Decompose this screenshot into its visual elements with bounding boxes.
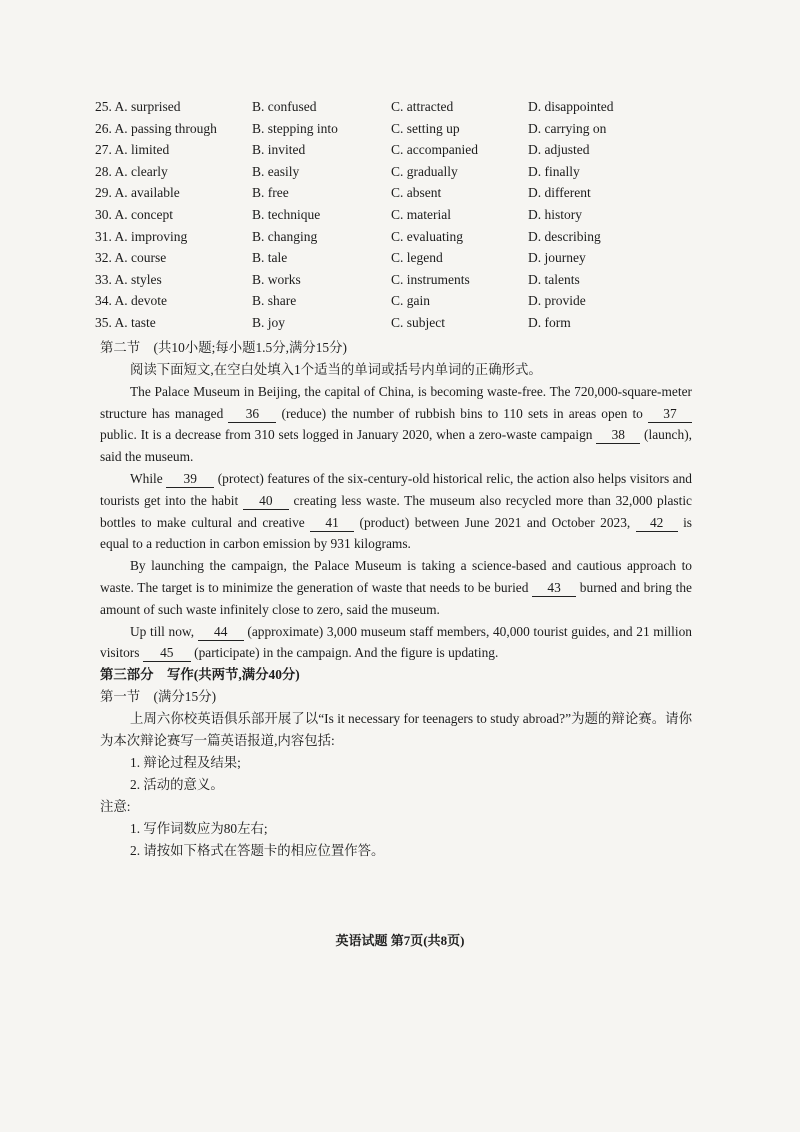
- option-choice[interactable]: B. free: [252, 185, 289, 201]
- option-choice[interactable]: C. setting up: [391, 120, 460, 136]
- note-label: 注意:: [100, 798, 131, 814]
- option-row: [95, 96, 735, 118]
- option-choice[interactable]: D. carrying on: [528, 120, 607, 136]
- option-row: [95, 290, 735, 312]
- option-row: [95, 204, 735, 226]
- option-choice[interactable]: D. provide: [528, 293, 586, 309]
- option-choice[interactable]: C. attracted: [391, 99, 454, 114]
- blank-41[interactable]: 41: [310, 515, 354, 532]
- blank-39[interactable]: 39: [166, 471, 214, 488]
- blank-36[interactable]: 36: [228, 406, 276, 423]
- option-choice[interactable]: B. changing: [252, 228, 318, 244]
- option-choice[interactable]: D. journey: [528, 250, 586, 266]
- option-choice[interactable]: C. legend: [391, 250, 443, 266]
- note-item-1: 1. 写作词数应为80左右;: [130, 820, 268, 836]
- blank-45[interactable]: 45: [143, 645, 191, 662]
- option-choice[interactable]: B. stepping into: [252, 120, 338, 136]
- part-3-section-1-heading: 第一节 (满分15分): [100, 689, 217, 705]
- page-footer: 英语试题 第7页(共8页): [335, 933, 465, 948]
- option-choice[interactable]: 25. A. surprised: [95, 99, 181, 114]
- option-choice[interactable]: B. confused: [252, 99, 317, 114]
- option-choice[interactable]: D. different: [528, 185, 591, 201]
- option-choice[interactable]: 28. A. clearly: [95, 163, 168, 179]
- option-choice[interactable]: B. invited: [252, 142, 306, 158]
- blank-43[interactable]: 43: [532, 580, 576, 597]
- blank-40[interactable]: 40: [243, 493, 289, 510]
- option-choice[interactable]: 32. A. course: [95, 250, 167, 266]
- passage-paragraph-4: Up till now, 44 (approximate) 3,000 museum staff members, 40,000 tourist guides, and 21 million visitors 45 (participate) in the campaign. And the figure is updating.: [100, 623, 692, 661]
- option-choice[interactable]: C. material: [391, 206, 451, 222]
- writing-prompt: 上周六你校英语俱乐部开展了以“Is it necessary for teenagers to study abroad?”为题的辩论赛。请你为本次辩论赛写一篇英语报道,内容包括:: [100, 711, 692, 748]
- option-choice[interactable]: C. subject: [391, 314, 445, 330]
- option-choice[interactable]: D. form: [528, 314, 571, 330]
- blank-37[interactable]: 37: [648, 406, 692, 423]
- option-choice[interactable]: D. history: [528, 206, 582, 222]
- option-row: [95, 139, 735, 161]
- option-choice[interactable]: B. works: [252, 271, 301, 287]
- option-choice[interactable]: 34. A. devote: [95, 293, 167, 309]
- writing-content-item-1: 1. 辩论过程及结果;: [130, 754, 241, 770]
- passage-paragraph-2: While 39 (protect) features of the six-century-old historical relic, the action also helps visitors and tourists get into the habit 40 creating less waste. The museum also recycled more than 32,000 plastic bottles to make cultural and creative 41 (product) between June 2021 and October 2023, 42 is equal to a reduction in carbon emission by 931 kilograms.: [100, 470, 693, 552]
- section-2-heading: 第二节 (共10小题;每小题1.5分,满分15分): [100, 340, 347, 355]
- blank-38[interactable]: 38: [596, 427, 640, 444]
- option-choice[interactable]: C. instruments: [391, 271, 470, 287]
- option-choice[interactable]: 27. A. limited: [95, 142, 170, 158]
- note-item-2: 2. 请按如下格式在答题卡的相应位置作答。: [130, 842, 385, 858]
- blank-42[interactable]: 42: [636, 515, 678, 532]
- option-choice[interactable]: C. accompanied: [391, 142, 478, 158]
- option-row: [95, 312, 735, 334]
- option-choice[interactable]: D. describing: [528, 228, 601, 244]
- option-choice[interactable]: 31. A. improving: [95, 228, 188, 244]
- option-row: [95, 269, 735, 291]
- option-choice[interactable]: 30. A. concept: [95, 206, 173, 222]
- option-choice[interactable]: B. technique: [252, 206, 321, 222]
- option-choice[interactable]: B. joy: [252, 314, 286, 330]
- passage-paragraph-3: By launching the campaign, the Palace Museum is taking a science-based and cautious approach to waste. The target is to minimize the generation of waste that needs to be buried 43 burned and bring the amount of such waste infinitely close to zero, said the museum.: [100, 558, 692, 617]
- option-choice[interactable]: B. easily: [252, 163, 300, 179]
- option-choice[interactable]: B. tale: [252, 250, 288, 266]
- option-choice[interactable]: D. finally: [528, 163, 580, 179]
- option-choice[interactable]: 26. A. passing through: [95, 120, 217, 136]
- option-choice[interactable]: B. share: [252, 293, 297, 309]
- option-row: [95, 118, 735, 140]
- section-2-instruction: 阅读下面短文,在空白处填入1个适当的单词或括号内单词的正确形式。: [130, 362, 542, 377]
- section-2: [100, 337, 692, 862]
- option-choice[interactable]: 29. A. available: [95, 185, 180, 201]
- writing-content-item-2: 2. 活动的意义。: [130, 776, 224, 792]
- option-choice[interactable]: C. evaluating: [391, 228, 463, 244]
- option-row: [95, 182, 735, 204]
- blank-44[interactable]: 44: [198, 624, 244, 641]
- option-choice[interactable]: D. disappointed: [528, 99, 614, 114]
- option-choice[interactable]: C. absent: [391, 185, 442, 201]
- option-row: [95, 161, 735, 183]
- answer-options-table: [95, 96, 735, 334]
- option-choice[interactable]: C. gradually: [391, 163, 458, 179]
- passage-paragraph-1: The Palace Museum in Beijing, the capital of China, is becoming waste-free. The 720,000-square-meter structure has managed 36 (reduce) the number of rubbish bins to 110 sets in areas open to 37 public. It is a decrease from 310 sets logged in January 2020, when a zero-waste campaign 38 (launch), said the museum.: [100, 383, 693, 465]
- option-row: [95, 247, 735, 269]
- option-choice[interactable]: D. adjusted: [528, 142, 590, 158]
- option-choice[interactable]: 35. A. taste: [95, 314, 156, 330]
- option-choice[interactable]: D. talents: [528, 271, 580, 287]
- part-3-heading: 第三部分 写作(共两节,满分40分): [100, 667, 300, 683]
- option-choice[interactable]: C. gain: [391, 293, 430, 309]
- option-choice[interactable]: 33. A. styles: [95, 271, 162, 287]
- option-row: [95, 226, 735, 248]
